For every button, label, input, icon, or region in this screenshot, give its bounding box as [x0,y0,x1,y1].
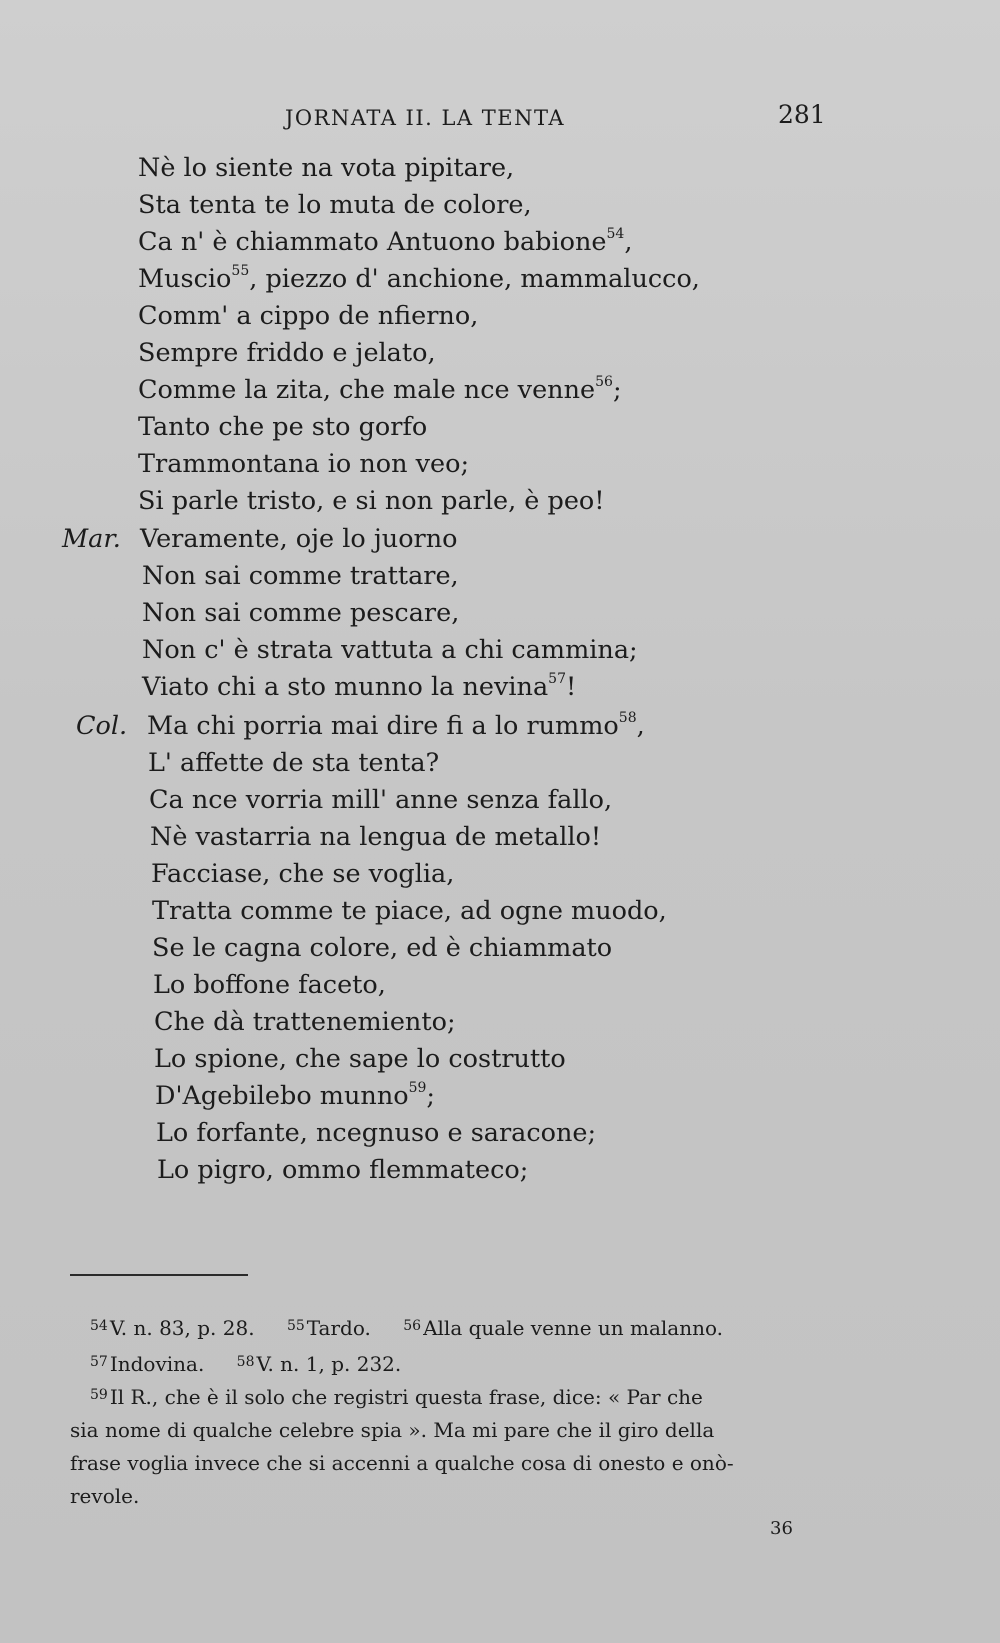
verse-line: Trammontana io non veo; [138,449,470,479]
page-number: 281 [778,100,826,129]
verse-line: Non c' è strata vattuta a chi cammina; [142,635,638,665]
verse-line: Nè lo siente na vota pipitare, [138,153,515,183]
footnote-line [90,1352,401,1376]
verse-line: Comm' a cippo de nfierno, [138,301,479,331]
footnote-text: Il R., che è il solo che registri questa frase, dice: « Par che [109,1385,703,1409]
footnote-number: 56 [403,1318,422,1334]
verse-line: Lo forfante, ncegnuso e saracone; [156,1118,597,1148]
footnote-number: 54 [90,1318,108,1334]
verse-line: Sempre friddo e jelato, [138,338,436,368]
footnote-ref: 54 [606,226,625,242]
footnote-ref: 59 [408,1080,427,1096]
verse-line: Tratta comme te piace, ad ogne muodo, [152,896,667,926]
footnote-text: Alla quale venne un malanno. [423,1316,724,1340]
footnote-text: V. n. 1, p. 232. [256,1352,402,1376]
verse-line: Ca nce vorria mill' anne senza fallo, [149,785,613,815]
footnote-line [70,1451,734,1475]
footnote-number: 57 [90,1354,108,1370]
verse-line: Lo spione, che sape lo costrutto [154,1044,566,1074]
footnote-ref: 57 [548,671,566,687]
footnote-line [70,1484,139,1508]
footnote-text: V. n. 83, p. 28. [109,1316,255,1340]
running-header: JORNATA II. LA TENTA [285,106,566,130]
footnote-line [90,1316,723,1340]
verse-line: Che dà trattenemiento; [154,1007,456,1037]
footnote-text: sia nome di qualche celebre spia ». Ma mi pare che il giro della [70,1418,715,1442]
verse-line: Si parle tristo, e si non parle, è peo! [138,486,605,516]
signature-mark: 36 [770,1518,793,1539]
verse-line: L' affette de sta tenta? [148,748,440,778]
speaker-label: Mar. [62,524,121,554]
verse-line: Veramente, oje lo juorno [140,524,458,554]
footnote-number: 55 [286,1318,305,1334]
footnote-line [90,1385,703,1409]
verse-line: Se le cagna colore, ed è chiammato [152,933,613,963]
footnote-line [70,1418,714,1442]
footnote-ref: 55 [231,263,250,279]
footnote-number: 58 [236,1354,255,1370]
footnote-text: Tardo. [306,1316,371,1340]
verse-line: Comme la zita, che male nce venne$^{56}$; [138,374,622,405]
speaker-label: Col. [76,711,128,741]
verse-line: Non sai comme pescare, [142,598,460,628]
verse-line: Viato chi a sto munno la nevina$^{57}$! [142,671,577,702]
verse-line: Muscio$^{55}$, piezzo d' anchione, mammalucco, [138,263,700,294]
verse-line: Lo boffone faceto, [153,970,386,1000]
verse-line: Sta tenta te lo muta de colore, [138,190,532,220]
verse-line: D'Agebilebo munno$^{59}$; [155,1080,436,1111]
verse-line: Tanto che pe sto gorfo [138,412,428,442]
footnote-number: 59 [90,1387,108,1403]
verse-line: Nè vastarria na lengua de metallo! [150,822,602,852]
footnote-text: frase voglia invece che si accenni a qualche cosa di onesto e onò- [70,1451,734,1475]
verse-line: Non sai comme trattare, [142,561,459,591]
verse-line: Ma chi porria mai dire fi a lo rummo$^{58}$, [147,710,645,741]
footnote-ref: 58 [618,710,637,726]
footnote-text: Indovina. [109,1352,205,1376]
footnote-divider [70,1274,248,1276]
verse-line: Facciase, che se voglia, [151,859,455,889]
footnote-ref: 56 [595,374,613,390]
footnote-text: revole. [70,1484,140,1508]
verse-line: Lo pigro, ommo flemmateco; [157,1155,529,1185]
verse-line: Ca n' è chiammato Antuono babione$^{54}$, [138,226,633,257]
